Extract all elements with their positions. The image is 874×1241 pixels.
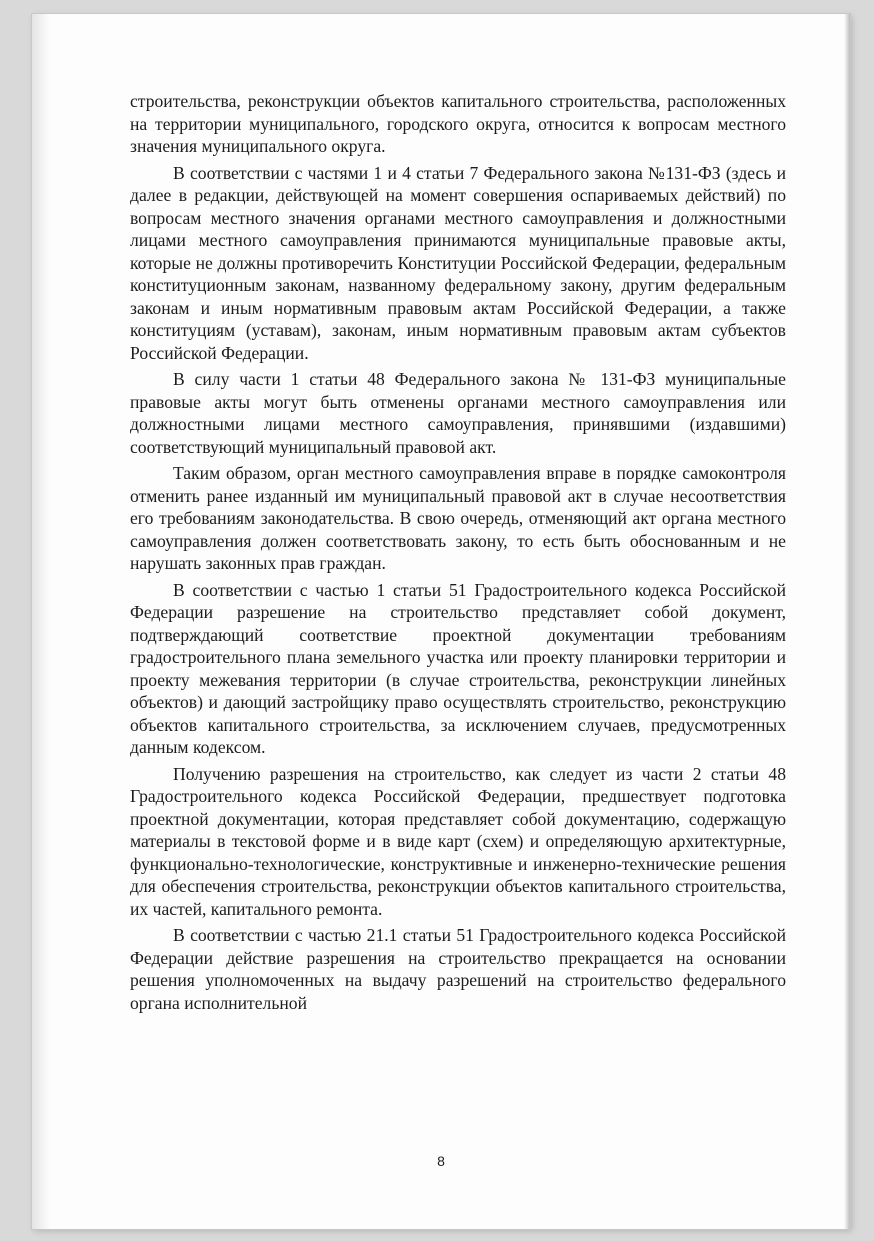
paragraph: В соответствии с частью 21.1 статьи 51 Градостроительного кодекса Российской Федерации действие разрешения на строительство прекращается на основании решения уполномоченных на выдачу разрешений на строительство федерального органа исполнительной <box>130 925 786 1013</box>
paragraph: Таким образом, орган местного самоуправления вправе в порядке самоконтроля отменить ранее изданный им муниципальный правовой акт в случае несоответствия его требованиям законодательства. В свою очередь, отменяющий акт органа местного самоуправления должен соответствовать закону, то есть быть обоснованным и не нарушать законных прав граждан. <box>130 463 786 573</box>
page-number: 8 <box>437 1153 445 1169</box>
document-body <box>130 90 786 1014</box>
scanned-page <box>32 14 850 1229</box>
page-edge-shadow <box>844 14 850 1229</box>
binding-shadow <box>32 14 50 1229</box>
paragraph-continuation: строительства, реконструкции объектов капитального строительства, расположенных на территории муниципального, городского округа, относится к вопросам местного значения муниципального округа. <box>130 91 786 156</box>
paragraph: В соответствии с частями 1 и 4 статьи 7 Федерального закона №131-ФЗ (здесь и далее в редакции, действующей на момент совершения оспариваемых действий) по вопросам местного значения органами местного самоуправления и должностными лицами местного самоуправления принимаются муниципальные правовые акты, которые не должны противоречить Конституции Российской Федерации, федеральным конституционным законам, названному федеральному закону, другим федеральным законам и иным нормативным правовым актам Российской Федерации, а также конституциям (уставам), законам, иным нормативным правовым актам субъектов Российской Федерации. <box>130 162 786 363</box>
paragraph: Получению разрешения на строительство, как следует из части 2 статьи 48 Градостроительного кодекса Российской Федерации, предшествует подготовка проектной документации, которая представляет собой документацию, содержащую материалы в текстовой форме и в виде карт (схем) и определяющую архитектурные, функционально-технологические, конструктивные и инженерно-технические решения для обеспечения строительства, реконструкции объектов капитального строительства, их частей, капитального ремонта. <box>130 763 786 919</box>
paragraph: В силу части 1 статьи 48 Федерального закона № 131-ФЗ муниципальные правовые акты могут быть отменены органами местного самоуправления или должностными лицами местного самоуправления, принявшими (издавшими) соответствующий муниципальный правовой акт. <box>130 369 786 457</box>
paragraph: В соответствии с частью 1 статьи 51 Градостроительного кодекса Российской Федерации разрешение на строительство представляет собой документ, подтверждающий соответствие проектной документации требованиям градостроительного плана земельного участка или проекту планировки территории и проекту межевания территории (в случае строительства, реконструкции линейных объектов) и дающий застройщику право осуществлять строительство, реконструкцию объектов капитального строительства, за исключением случаев, предусмотренных данным кодексом. <box>130 579 786 757</box>
